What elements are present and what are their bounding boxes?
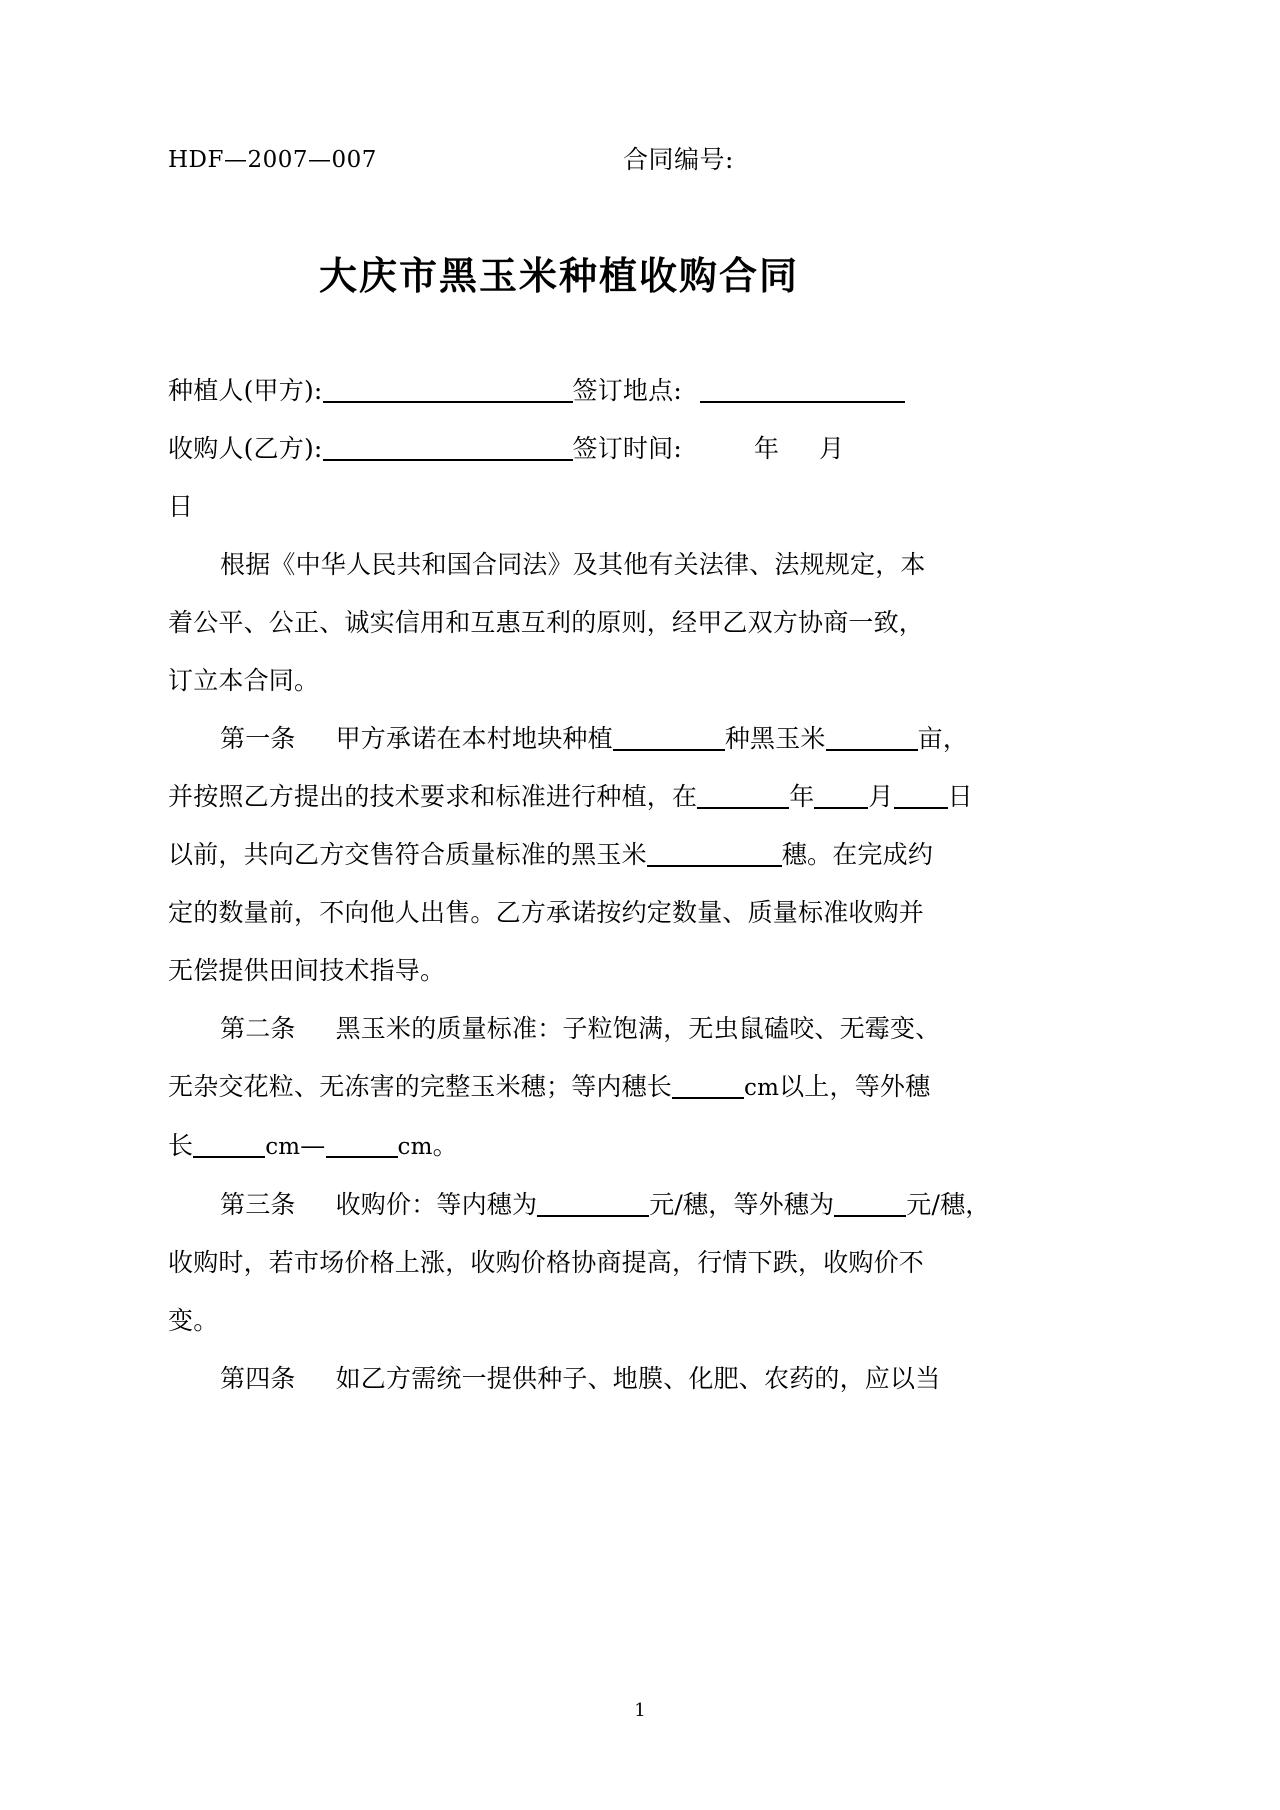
article-1-text-e: 年 [789, 781, 815, 811]
article-2-unit-cm-1: cm [744, 1074, 780, 1101]
article-3-line-2 [168, 1234, 950, 1292]
article-3-text-a: 收购价：等内穗为 [335, 1189, 538, 1219]
preamble-line-2 [168, 594, 950, 652]
contract-number-label: 合同编号: [623, 145, 734, 174]
article-3-number: 第三条 [220, 1189, 296, 1219]
article-2-text-c: 以上，等外穗 [779, 1071, 931, 1101]
article-3-unit-1: 元/穗， [649, 1189, 734, 1219]
outer-ear-length-min-blank[interactable] [193, 1130, 265, 1158]
inner-price-input-blank[interactable] [537, 1189, 649, 1217]
document-code: HDF—2007—007 [168, 147, 377, 173]
article-3-text-b: 等外穗为 [733, 1189, 835, 1219]
article-2-unit-cm-2: cm [265, 1133, 301, 1160]
preamble-text-1: 根据《中华人民共和国合同法》及其他有关法律、法规规定，本 [220, 549, 926, 579]
year-label: 年 [753, 433, 780, 463]
article-2-line-1 [168, 1000, 950, 1058]
quantity-input-blank[interactable] [647, 839, 782, 867]
article-1-text-a: 甲方承诺在本村地块种植 [335, 723, 613, 753]
article-4-text-a: 如乙方需统一提供种子、地膜、化肥、农药的，应以当 [335, 1363, 941, 1393]
article-2-text-d: 长 [168, 1130, 194, 1160]
day-row [168, 478, 950, 536]
article-1-text-f: 月 [868, 781, 894, 811]
article-1-number: 第一条 [220, 723, 296, 753]
buyer-row [168, 420, 950, 478]
outer-price-input-blank[interactable] [834, 1189, 906, 1217]
article-2-number: 第二条 [220, 1013, 296, 1043]
grower-row [168, 362, 950, 420]
article-1-line-3 [168, 826, 950, 884]
preamble-text-2: 着公平、公正、诚实信用和互惠互利的原则，经甲乙双方协商一致， [168, 607, 925, 637]
article-2-line-2 [168, 1058, 950, 1117]
page-number: 1 [634, 1700, 646, 1721]
article-1-text-j: 定的数量前，不向他人出售。乙方承诺按约定数量、质量标准收购并 [168, 897, 925, 927]
document-header [168, 140, 950, 200]
signing-place-input-blank[interactable] [700, 375, 905, 403]
month-label: 月 [819, 433, 845, 463]
page-title: 大庆市黑玉米种植收购合同 [318, 253, 799, 298]
preamble-text-3: 订立本合同。 [168, 665, 320, 695]
day-label: 日 [168, 491, 194, 521]
article-1-text-h: 以前，共向乙方交售符合质量标准的黑玉米 [168, 839, 647, 869]
article-1-text-d: 并按照乙方提出的技术要求和标准进行种植，在 [168, 781, 698, 811]
area-input-blank[interactable] [826, 723, 918, 751]
buyer-label: 收购人(乙方): [168, 433, 323, 463]
year-input-blank[interactable] [697, 781, 789, 809]
variety-input-blank[interactable] [613, 723, 725, 751]
article-4-number: 第四条 [220, 1363, 296, 1393]
buyer-input-blank[interactable] [323, 433, 573, 461]
article-1-text-g: 日 [947, 781, 973, 811]
document-content [168, 0, 991, 1408]
article-3-text-c: 收购时，若市场价格上涨，收购价格协商提高，行情下跌，收购价不 [168, 1247, 925, 1277]
article-2-text-a: 黑玉米的质量标准：子粒饱满，无虫鼠磕咬、无霉变、 [335, 1013, 941, 1043]
article-2-text-b: 无杂交花粒、无冻害的完整玉米穗；等内穗长 [168, 1071, 673, 1101]
outer-ear-length-max-blank[interactable] [326, 1130, 398, 1158]
article-2-text-e: 。 [432, 1130, 458, 1160]
month-input-blank[interactable] [814, 781, 868, 809]
preamble-line-3 [168, 652, 950, 710]
article-1-text-i: 穗。在完成约 [781, 839, 934, 869]
article-1-line-4 [168, 884, 950, 942]
signing-time-label: 签订时间: [572, 433, 682, 463]
day-input-blank[interactable] [894, 781, 948, 809]
article-1-text-c: 亩， [917, 723, 969, 753]
article-2-line-3 [168, 1117, 950, 1176]
inner-ear-length-input-blank[interactable] [672, 1071, 744, 1099]
article-2-dash: — [300, 1130, 326, 1160]
signing-place-label: 签订地点: [572, 375, 682, 405]
article-3-unit-2: 元/穗， [906, 1189, 991, 1219]
article-3-line-3 [168, 1292, 950, 1350]
document-body [168, 362, 991, 1408]
article-2-unit-cm-3: cm [397, 1133, 433, 1160]
grower-input-blank[interactable] [323, 375, 573, 403]
article-1-text-k: 无偿提供田间技术指导。 [168, 955, 446, 985]
article-1-text-b: 种黑玉米 [724, 723, 826, 753]
preamble-line-1 [168, 536, 950, 594]
article-3-line-1 [168, 1176, 991, 1234]
article-3-text-d: 变。 [168, 1305, 219, 1335]
article-1-line-5 [168, 942, 950, 1000]
grower-label: 种植人(甲方): [168, 375, 323, 405]
article-1-line-2 [168, 768, 973, 826]
article-4-line-1 [168, 1350, 950, 1408]
article-1-line-1 [168, 710, 969, 768]
